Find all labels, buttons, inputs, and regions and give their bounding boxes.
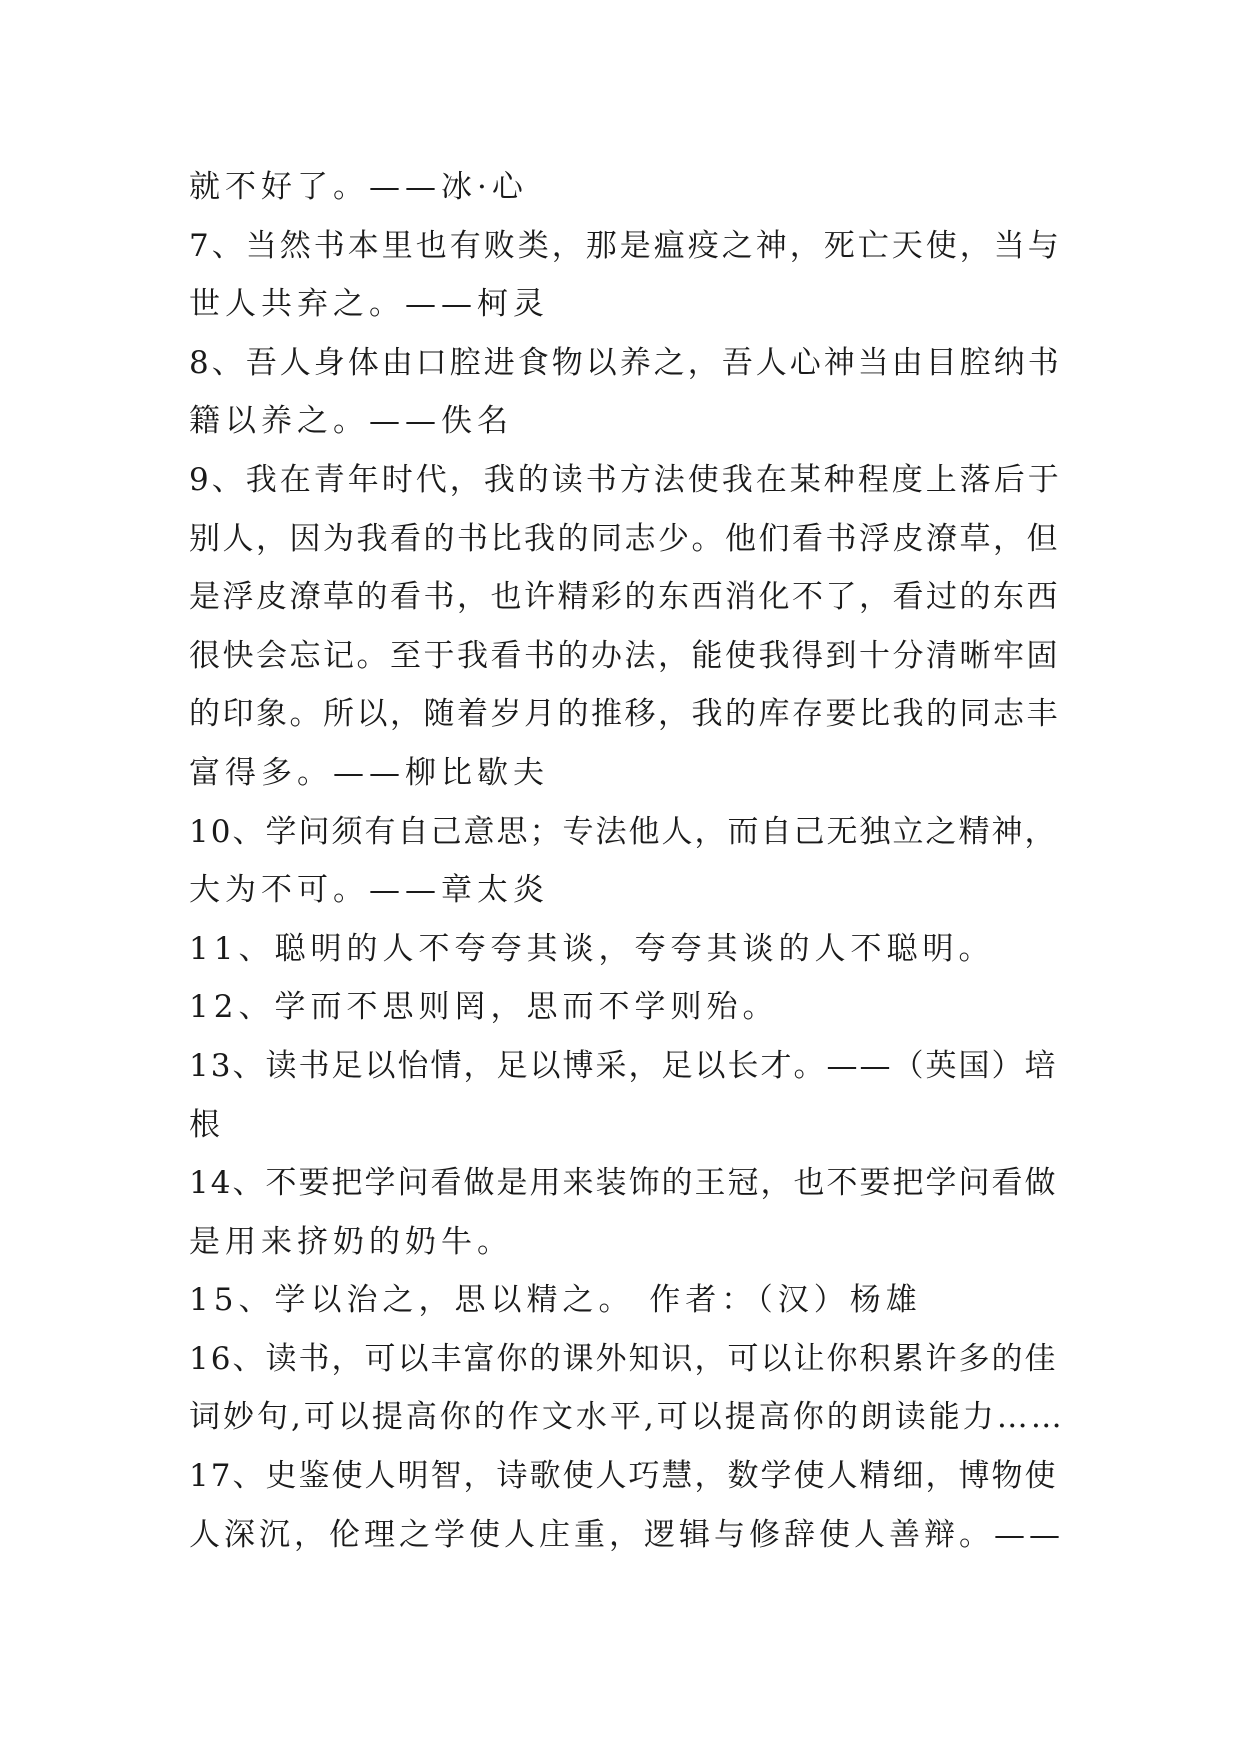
text-line: 15、学以治之，思以精之。 作者：（汉）杨雄 bbox=[189, 1282, 922, 1319]
text-line: 就不好了。——冰·心 bbox=[189, 169, 528, 205]
text-line: 世人共弃之。——柯灵 bbox=[189, 286, 549, 323]
text-line: 是浮皮潦草的看书，也许精彩的东西消化不了，看过的东西 bbox=[189, 579, 1060, 616]
text-line: 的印象。所以，随着岁月的推移，我的库存要比我的同志丰 bbox=[189, 696, 1060, 733]
text-line: 13、读书足以怡情，足以博采，足以长才。——（英国）培 bbox=[189, 1047, 1058, 1084]
text-line: 14、不要把学问看做是用来装饰的王冠，也不要把学问看做 bbox=[189, 1165, 1058, 1202]
text-line: 籍以养之。——佚名 bbox=[189, 403, 513, 440]
text-line: 词妙句,可以提高你的作文水平,可以提高你的朗读能力…… bbox=[189, 1399, 1065, 1436]
text-line: 7、当然书本里也有败类，那是瘟疫之神，死亡天使，当与 bbox=[189, 227, 1062, 264]
text-line: 大为不可。——章太炎 bbox=[189, 872, 549, 909]
text-line: 10、学问须有自己意思；专法他人，而自己无独立之精神， bbox=[189, 813, 1058, 850]
text-line: 人深沉，伦理之学使人庄重，逻辑与修辞使人善辩。—— bbox=[189, 1516, 1064, 1553]
text-line: 根 bbox=[189, 1106, 225, 1143]
text-line: 9、我在青年时代，我的读书方法使我在某种程度上落后于 bbox=[189, 461, 1062, 498]
text-line: 8、吾人身体由口腔进食物以养之，吾人心神当由目腔纳书 bbox=[189, 344, 1062, 381]
text-line: 11、聪明的人不夸夸其谈，夸夸其谈的人不聪明。 bbox=[189, 930, 995, 967]
text-line: 是用来挤奶的奶牛。 bbox=[189, 1223, 513, 1260]
text-line: 富得多。——柳比歇夫 bbox=[189, 754, 549, 791]
text-line: 17、史鉴使人明智，诗歌使人巧慧，数学使人精细，博物使 bbox=[189, 1458, 1058, 1495]
text-line: 很快会忘记。至于我看书的办法，能使我得到十分清晰牢固 bbox=[189, 637, 1060, 674]
text-line: 12、学而不思则罔，思而不学则殆。 bbox=[189, 989, 779, 1026]
document-body bbox=[189, 158, 1069, 1564]
text-line: 别人，因为我看的书比我的同志少。他们看书浮皮潦草，但 bbox=[189, 520, 1060, 557]
text-line: 16、读书，可以丰富你的课外知识，可以让你积累许多的佳 bbox=[189, 1340, 1058, 1377]
